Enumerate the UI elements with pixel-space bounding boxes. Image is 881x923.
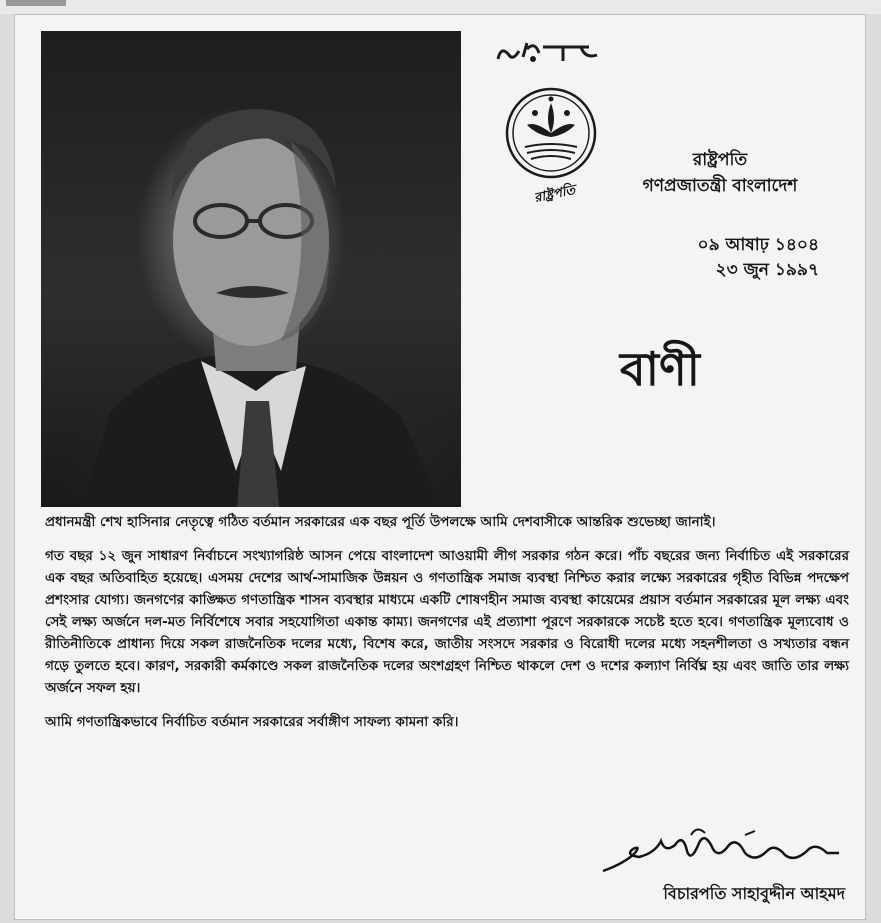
paragraph-closing: আমি গণতান্ত্রিকভাবে নির্বাচিত বর্তমান সরকারের সর্বাঙ্গীণ সাফল্য কামনা করি। bbox=[45, 714, 459, 730]
office-title: রাষ্ট্রপতি bbox=[692, 150, 748, 170]
office-country: গণপ্রজাতন্ত্রী বাংলাদেশ bbox=[642, 176, 798, 196]
bangla-date: ০৯ আষাঢ় ১৪০৪ bbox=[697, 235, 819, 255]
signature-icon bbox=[595, 823, 845, 883]
paragraph-greeting: প্রধানমন্ত্রী শেখ হাসিনার নেতৃত্বে গঠিত বর্তমান সরকারের এক বছর পূর্তি উপলক্ষে আমি দেশবাসীকে আন্তরিক শুভেচ্ছা জানাই। bbox=[45, 514, 716, 530]
date-block bbox=[639, 233, 819, 283]
top-strip bbox=[0, 0, 881, 14]
paragraph-main: গত বছর ১২ জুন সাধারণ নির্বাচনে সংখ্যাগরিষ্ঠ আসন পেয়ে বাংলাদেশ আওয়ামী লীগ সরকার গঠন করে। পাঁচ বছরের জন্য নির্বাচিত এই সরকারের এক বছর অতিবাহিত হয়েছে। এসময় দেশের আর্থ-সামাজিক উন্নয়ন ও গণতান্ত্রিক সমাজ ব্যবস্থা নিশ্চিত করার লক্ষ্যে সরকারের গৃহীত বিভিন্ন পদক্ষেপ প্রশংসার যোগ্য। জনগণের কাঙ্ক্ষিত গণতান্ত্রিক শাসন ব্যবস্থার মাধ্যমে একটি শোষণহীন সমাজ ব্যবস্থা কায়েমের প্রয়াস বর্তমান সরকারের মূল লক্ষ্য এবং সেই লক্ষ্য অর্জনে দল-মত নির্বিশেষে সবার সহযোগিতা একান্ত কাম্য। জনগণের এই প্রত্যাশা পূরণে সরকারকে সচেষ্ট হতে হবে। গণতান্ত্রিক মূল্যবোধ ও রীতিনীতিকে প্রাধান্য দিয়ে সকল রাজনৈতিক দলের মধ্যে, বিশেষ করে, জাতীয় সংসদে সরকার ও বিরোধী দলের মধ্যে সহনশীলতা ও সখ্যতার বন্ধন গড়ে তুলতে হবে। কারণ, সরকারী কর্মকাণ্ডে সকল রাজনৈতিক দলের অংশগ্রহণ নিশ্চিত থাকলে দেশ ও দশের কল্যাণ নির্বিঘ্ন হয় এবং জাতি তার লক্ষ্য অর্জনে সফল হয়। bbox=[45, 548, 849, 696]
message-heading: বাণী bbox=[620, 342, 700, 396]
previous-page-fragment bbox=[6, 0, 66, 6]
signer-name: বিচারপতি সাহাবুদ্দীন আহমদ bbox=[663, 884, 845, 903]
seal-caption: রাষ্ট্রপতি bbox=[532, 182, 577, 207]
emblem-calligraphy-icon bbox=[493, 37, 603, 67]
portrait-illustration bbox=[41, 31, 461, 507]
document-page bbox=[14, 14, 866, 920]
portrait-photo bbox=[41, 31, 461, 507]
office-block bbox=[615, 147, 825, 199]
message-body bbox=[45, 511, 849, 745]
gregorian-date: ২৩ জুন ১৯৯৭ bbox=[715, 260, 819, 280]
